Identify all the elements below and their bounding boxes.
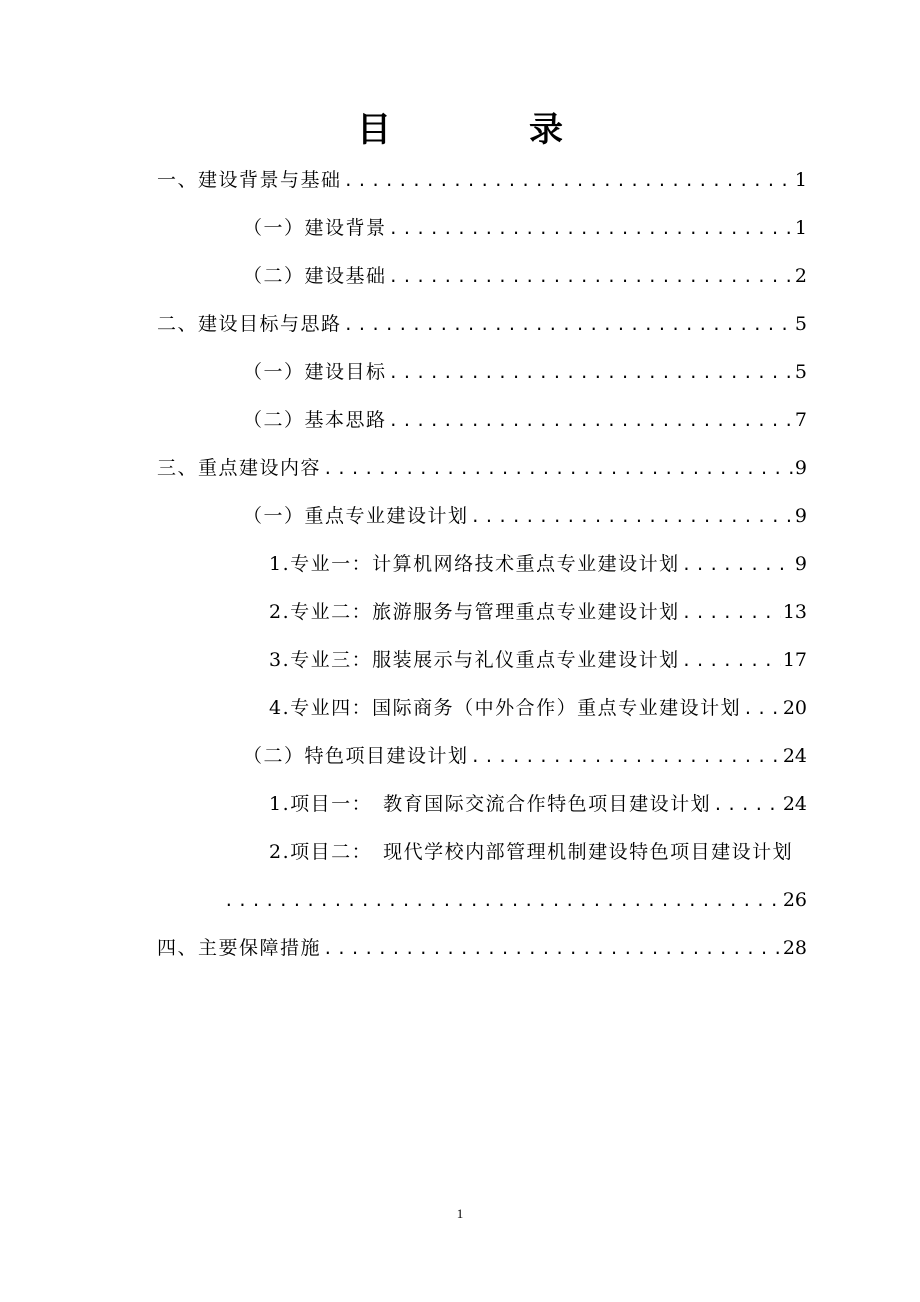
toc-entry-label: （一）建设背景 bbox=[243, 217, 387, 239]
toc-entry-page: 1 bbox=[794, 169, 807, 191]
leader-dots bbox=[344, 310, 793, 340]
toc-entry-label: （一）重点专业建设计划 bbox=[243, 505, 469, 527]
toc-entry[interactable] bbox=[243, 405, 807, 435]
toc-entry[interactable] bbox=[243, 357, 807, 387]
leader-dots bbox=[682, 550, 793, 580]
leader-dots bbox=[471, 502, 793, 532]
toc-entry-label: （一）建设目标 bbox=[243, 361, 387, 383]
toc-entry-label: 四、主要保障措施 bbox=[157, 937, 322, 959]
toc-entry-page: 24 bbox=[782, 793, 807, 815]
toc-entry-label: （二）特色项目建设计划 bbox=[243, 745, 469, 767]
toc-entry-page: 24 bbox=[782, 745, 807, 767]
toc-entry-label: （二）建设基础 bbox=[243, 265, 387, 287]
leader-dots bbox=[471, 742, 781, 772]
toc-entry[interactable] bbox=[243, 213, 807, 243]
leader-dots bbox=[323, 454, 793, 484]
page-number: 1 bbox=[456, 1206, 464, 1221]
leader-dots bbox=[389, 262, 793, 292]
toc-entry[interactable] bbox=[157, 453, 807, 483]
toc-entry-page: 17 bbox=[782, 649, 807, 671]
toc-entry-page: 2 bbox=[794, 265, 807, 287]
leader-dots bbox=[713, 790, 781, 820]
leader-dots bbox=[389, 214, 793, 244]
toc-entry-label: （二）基本思路 bbox=[243, 409, 387, 431]
toc-entry-page: 9 bbox=[794, 457, 807, 479]
toc-entry-page: 5 bbox=[794, 361, 807, 383]
leader-dots bbox=[389, 358, 793, 388]
toc-entry[interactable] bbox=[157, 309, 807, 339]
leader-dots bbox=[224, 886, 781, 916]
leader-dots bbox=[389, 406, 793, 436]
toc-entry-page: 28 bbox=[782, 937, 807, 959]
toc-entry[interactable] bbox=[269, 549, 807, 579]
toc-entry-page: 5 bbox=[794, 313, 807, 335]
toc-entry-page: 9 bbox=[794, 553, 807, 575]
toc-entry-label: 二、建设目标与思路 bbox=[157, 313, 342, 335]
leader-dots bbox=[682, 646, 781, 676]
toc-entry[interactable] bbox=[243, 741, 807, 771]
toc-entry-page: 13 bbox=[782, 601, 807, 623]
page-title: 目 录 bbox=[357, 110, 615, 150]
toc-entry[interactable] bbox=[269, 693, 807, 723]
toc-entry-label[interactable]: 2.项目二： 现代学校内部管理机制建设特色项目建设计划 bbox=[269, 841, 794, 863]
leader-dots bbox=[323, 934, 781, 964]
toc-entry-page: 7 bbox=[794, 409, 807, 431]
toc-entry[interactable] bbox=[222, 885, 807, 915]
toc-entry-label: 一、建设背景与基础 bbox=[157, 169, 342, 191]
toc-entry[interactable] bbox=[269, 645, 807, 675]
toc-entry-label: 三、重点建设内容 bbox=[157, 457, 322, 479]
toc-entry[interactable] bbox=[243, 261, 807, 291]
toc-entry-page: 26 bbox=[782, 889, 807, 911]
toc-entry-label: 3.专业三：服装展示与礼仪重点专业建设计划 bbox=[269, 649, 680, 671]
toc-entry[interactable] bbox=[243, 501, 807, 531]
leader-dots bbox=[682, 598, 781, 628]
leader-dots bbox=[743, 694, 781, 724]
toc-entry-page: 1 bbox=[794, 217, 807, 239]
toc-entry[interactable] bbox=[269, 597, 807, 627]
toc-entry-page: 20 bbox=[782, 697, 807, 719]
toc-entry-page: 9 bbox=[794, 505, 807, 527]
leader-dots bbox=[344, 166, 793, 196]
toc-entry-label: 1.项目一： 教育国际交流合作特色项目建设计划 bbox=[269, 793, 712, 815]
toc-entry-label: 4.专业四：国际商务（中外合作）重点专业建设计划 bbox=[269, 697, 742, 719]
toc-entry[interactable] bbox=[157, 165, 807, 195]
toc-entry-label: 2.专业二：旅游服务与管理重点专业建设计划 bbox=[269, 601, 680, 623]
toc-entry-label: 1.专业一：计算机网络技术重点专业建设计划 bbox=[269, 553, 680, 575]
toc-entry[interactable] bbox=[157, 933, 807, 963]
toc-entry[interactable] bbox=[269, 789, 807, 819]
